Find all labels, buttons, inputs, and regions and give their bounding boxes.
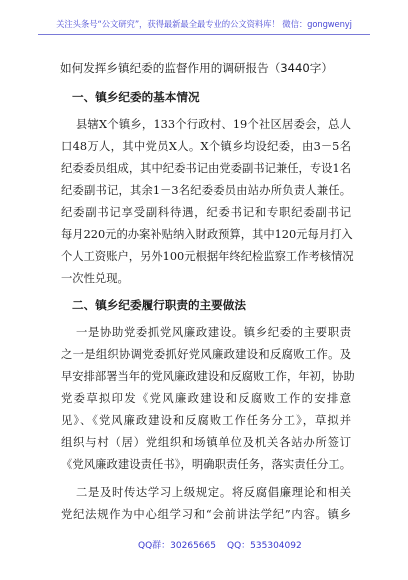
paragraph-line: 之一是组织协调党委抓好党风廉政建设和反腐败工作。及 bbox=[61, 348, 351, 361]
paragraph-line: 纪委委员组成，其中纪委书记由党委副书记兼任，专设1名 bbox=[61, 162, 351, 175]
footer-qq: QQ：535304092 bbox=[227, 541, 302, 551]
paragraph-line: 纪委副书记享受副科待遇，纪委书记和专职纪委副书记 bbox=[61, 206, 351, 219]
header-divider bbox=[38, 34, 370, 35]
header-banner: 关注头条号“公文研究”，获得最新最全最专业的公文资料库！ 微信：gongwenyj bbox=[56, 19, 352, 29]
paragraph-line: 组织与村（居）党组织和场镇单位及机关各站办所签订 bbox=[61, 436, 351, 449]
paragraph-line: 党纪法规作为中心组学习和“会前讲法学纪”内容。镇乡 bbox=[61, 508, 351, 521]
paragraph-line: 一是协助党委抓党风廉政建设。镇乡纪委的主要职责 bbox=[76, 326, 351, 339]
section-heading-main-practices: 二、镇乡纪委履行职责的主要做法 bbox=[72, 298, 246, 312]
section-heading-basic-situation: 一、镇乡纪委的基本情况 bbox=[72, 90, 200, 104]
paragraph-line: 每月220元的办案补贴纳入財政预算，其中120元每月打入 bbox=[61, 228, 353, 241]
paragraph-line: 见》、《党风廉政建设和反腐败工作任务分工》，草拟并 bbox=[61, 414, 351, 427]
paragraph-line: 县辖X个镇乡，133个行政村、19个社区居委会，总人 bbox=[76, 118, 351, 131]
paragraph-line: 纪委副书记，其余1－3名纪委委员由站办所负责人兼任。 bbox=[61, 184, 351, 197]
paragraph-line: 口48万人，其中党员X人。X个镇乡均设纪委，由3－5名 bbox=[61, 140, 351, 153]
paragraph-line: 党委草拟印发《党风廉政建设和反腐败工作的安排意 bbox=[61, 392, 351, 405]
paragraph-line: 二是及时传达学习上级规定。将反腐倡廉理论和相关 bbox=[76, 486, 351, 499]
document-title: 如何发挥乡镇纪委的监督作用的调研报告（3440字） bbox=[60, 61, 333, 75]
paragraph-line: 个人工资账户，另外100元根据年终纪检监察工作考核情况 bbox=[61, 250, 354, 263]
paragraph-line: 《党风廉政建设责任书》，明确职责任务，落实责任分工。 bbox=[61, 458, 351, 471]
paragraph-line: 早安排部署当年的党风廉政建设和反腐败工作，年初，协助 bbox=[61, 370, 355, 383]
paragraph-line: 一次性兑现。 bbox=[61, 272, 129, 285]
footer-qq-group: QQ群：30265665 bbox=[138, 541, 216, 551]
